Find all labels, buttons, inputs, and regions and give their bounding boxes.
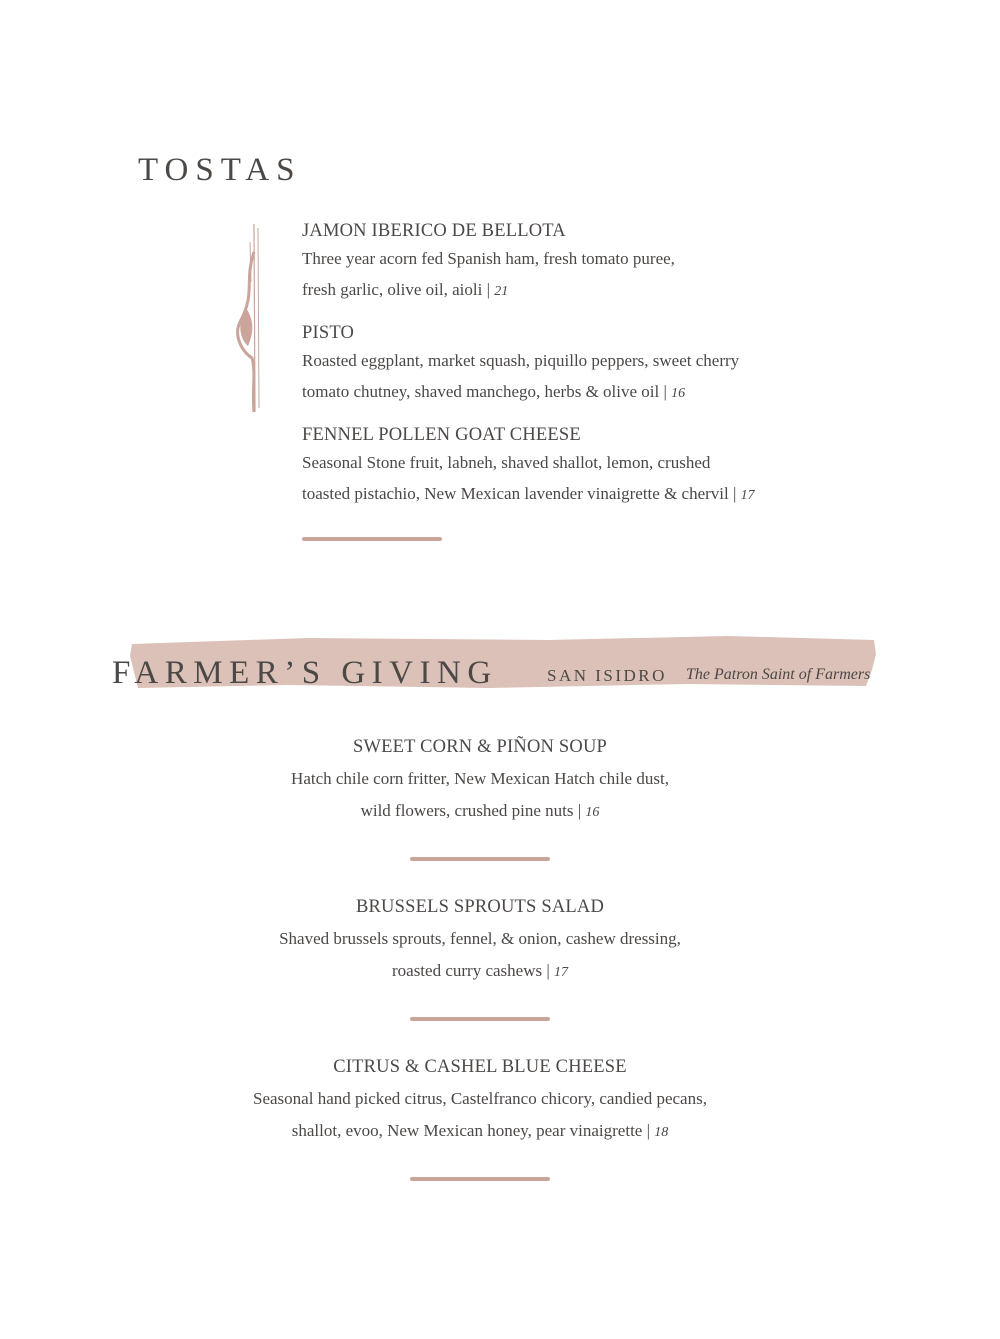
description-line: tomato chutney, shaved manchego, herbs & olive oil | 16 — [302, 381, 686, 401]
description-line: fresh garlic, olive oil, aioli | 21 — [302, 279, 509, 299]
item-price: 16 — [585, 805, 600, 820]
item-price: 17 — [740, 487, 755, 503]
farmers-giving-section-title: FARMER’S GIVING — [112, 655, 498, 691]
description-line: wild flowers, crushed pine nuts | 16 — [360, 801, 600, 820]
item-description — [302, 244, 822, 307]
tostas-section-title: TOSTAS — [138, 152, 302, 188]
item-name: SWEET CORN & PIÑON SOUP — [352, 737, 608, 757]
description-line: shallot, evoo, New Mexican honey, pear vinaigrette | 18 — [291, 1121, 669, 1140]
item-description — [302, 346, 822, 409]
farmers-menu-list — [200, 734, 760, 1214]
description-line: Shaved brussels sprouts, fennel, & onion, cashew dressing, — [279, 929, 681, 948]
section-tagline: The Patron Saint of Farmers — [686, 666, 871, 683]
description-line: Hatch chile corn fritter, New Mexican Hatch chile dust, — [291, 769, 669, 788]
description-line: Three year acorn fed Spanish ham, fresh tomato puree, — [302, 249, 675, 268]
menu-item — [200, 1054, 760, 1214]
description-text: wild flowers, crushed pine nuts — [360, 801, 574, 820]
menu-item — [200, 734, 760, 894]
item-price: 21 — [494, 283, 509, 299]
item-description — [200, 923, 760, 989]
item-name: BRUSSELS SPROUTS SALAD — [355, 897, 605, 917]
description-line: Seasonal Stone fruit, labneh, shaved shallot, lemon, crushed — [302, 453, 711, 472]
description-text: tomato chutney, shaved manchego, herbs & olive oil — [302, 381, 660, 401]
menu-item — [302, 422, 822, 511]
item-divider — [410, 857, 550, 861]
item-price: 18 — [654, 1125, 669, 1140]
item-description — [302, 448, 822, 511]
section-divider — [302, 537, 442, 541]
menu-item — [302, 320, 822, 409]
item-price: 16 — [671, 385, 686, 401]
description-text: toasted pistachio, New Mexican lavender vinaigrette & chervil — [302, 483, 729, 503]
description-line: toasted pistachio, New Mexican lavender vinaigrette & chervil | 17 — [302, 483, 755, 503]
description-text: roasted curry cashews — [391, 961, 543, 980]
description-line: roasted curry cashews | 17 — [391, 961, 568, 980]
menu-item — [302, 218, 822, 307]
description-text: shallot, evoo, New Mexican honey, pear vinaigrette — [291, 1121, 643, 1140]
item-name: CITRUS & CASHEL BLUE CHEESE — [333, 1057, 627, 1077]
menu-item — [200, 894, 760, 1054]
item-name: FENNEL POLLEN GOAT CHEESE — [302, 425, 581, 445]
tostas-menu-list — [302, 218, 822, 524]
section-subtitle: SAN ISIDRO — [547, 666, 667, 685]
item-description — [200, 763, 760, 829]
item-name: JAMON IBERICO DE BELLOTA — [302, 221, 566, 241]
description-line: Roasted eggplant, market squash, piquillo peppers, sweet cherry — [302, 351, 740, 370]
description-text: fresh garlic, olive oil, aioli — [302, 279, 483, 299]
item-divider — [410, 1177, 550, 1181]
feather-ornament-icon — [232, 222, 268, 414]
item-price: 17 — [554, 965, 568, 980]
item-name: PISTO — [302, 323, 355, 343]
item-divider — [410, 1017, 550, 1021]
description-line: Seasonal hand picked citrus, Castelfranco chicory, candied pecans, — [253, 1089, 707, 1108]
item-description — [200, 1083, 760, 1149]
